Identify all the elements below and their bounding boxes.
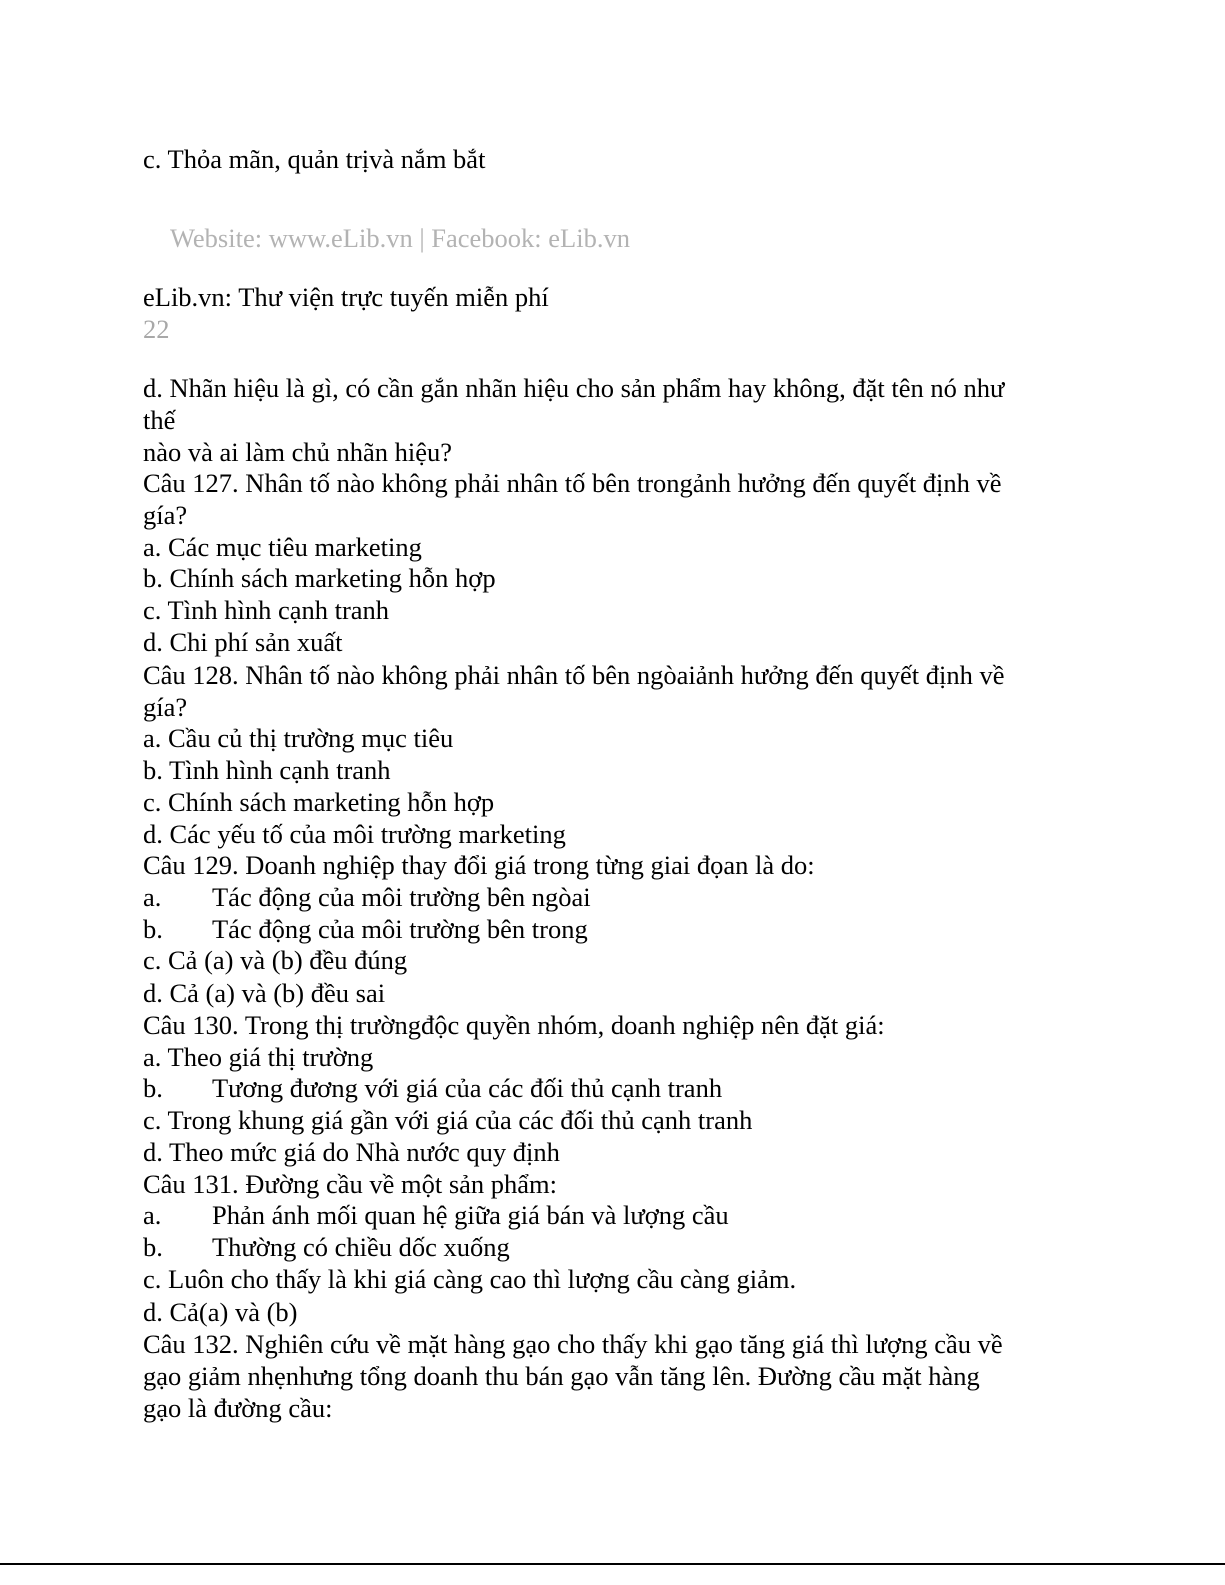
- q129-option-c: c. Cả (a) và (b) đều đúng: [143, 945, 408, 975]
- q129-option-a-text: Tác động của môi trường bên ngòai: [212, 882, 591, 912]
- header-brand: eLib.vn: Thư viện trực tuyến miễn phí: [143, 282, 549, 312]
- q129-option-a: [143, 881, 591, 913]
- answer-c-prev: c. Thỏa mãn, quản trịvà nắm bắt: [143, 144, 486, 174]
- q128-option-c: c. Chính sách marketing hỗn hợp: [143, 787, 495, 817]
- q130-option-d: d. Theo mức giá do Nhà nước quy định: [143, 1137, 560, 1167]
- q131-option-d: d. Cả(a) và (b): [143, 1297, 298, 1327]
- q130-option-a: a. Theo giá thị trường: [143, 1042, 374, 1072]
- document-page: [143, 0, 1073, 1585]
- q130-option-c: c. Trong khung giá gần với giá của các đối thủ cạnh tranh: [143, 1105, 753, 1135]
- question-127-line1: Câu 127. Nhân tố nào không phải nhân tố bên trongảnh hưởng đến quyết định về: [143, 468, 1002, 498]
- question-129: Câu 129. Doanh nghiệp thay đổi giá trong từng giai đọan là do:: [143, 850, 815, 880]
- footer-website: Website: www.eLib.vn | Facebook: eLib.vn: [170, 223, 630, 253]
- q131-option-b-label: b.: [143, 1232, 163, 1262]
- q129-option-b-text: Tác động của môi trường bên trong: [212, 914, 588, 944]
- answer-d-line2: thế: [143, 405, 176, 435]
- answer-d-line3: nào và ai làm chủ nhãn hiệu?: [143, 437, 453, 467]
- q130-option-b-label: b.: [143, 1073, 163, 1103]
- q131-option-a-text: Phản ánh mối quan hệ giữa giá bán và lượng cầu: [212, 1200, 729, 1230]
- question-132-line1: Câu 132. Nghiên cứu về mặt hàng gạo cho thấy khi gạo tăng giá thì lượng cầu về: [143, 1329, 1003, 1359]
- q130-option-b: [143, 1072, 723, 1104]
- q127-option-a: a. Các mục tiêu marketing: [143, 532, 422, 562]
- question-132-line2: gạo giảm nhẹnhưng tổng doanh thu bán gạo vẫn tăng lên. Đường cầu mặt hàng: [143, 1361, 980, 1391]
- q128-option-a: a. Cầu củ thị trường mục tiêu: [143, 723, 454, 753]
- q131-option-a: [143, 1199, 729, 1231]
- question-128-line2: gía?: [143, 692, 188, 722]
- question-128-line1: Câu 128. Nhân tố nào không phải nhân tố bên ngòaiảnh hưởng đến quyết định về: [143, 660, 1005, 690]
- q127-option-c: c. Tình hình cạnh tranh: [143, 595, 390, 625]
- bottom-divider: [0, 1563, 1225, 1565]
- q131-option-b-text: Thường có chiều dốc xuống: [212, 1232, 510, 1262]
- page-number: 22: [143, 314, 170, 344]
- q129-option-b-label: b.: [143, 914, 163, 944]
- answer-d-line1: d. Nhãn hiệu là gì, có cần gắn nhãn hiệu cho sản phẩm hay không, đặt tên nó như: [143, 373, 1005, 403]
- q131-option-b: [143, 1231, 510, 1263]
- q129-option-a-label: a.: [143, 882, 162, 912]
- q129-option-b: [143, 913, 588, 945]
- q131-option-c: c. Luôn cho thấy là khi giá càng cao thì lượng cầu càng giảm.: [143, 1264, 797, 1294]
- q128-option-d: d. Các yếu tố của môi trường marketing: [143, 819, 566, 849]
- q127-option-d: d. Chi phí sản xuất: [143, 627, 343, 657]
- question-131: Câu 131. Đường cầu về một sản phẩm:: [143, 1169, 558, 1199]
- q130-option-b-text: Tương đương với giá của các đối thủ cạnh tranh: [212, 1073, 723, 1103]
- q129-option-d: d. Cả (a) và (b) đều sai: [143, 978, 386, 1008]
- q127-option-b: b. Chính sách marketing hỗn hợp: [143, 563, 496, 593]
- q128-option-b: b. Tình hình cạnh tranh: [143, 755, 391, 785]
- question-132-line3: gạo là đường cầu:: [143, 1393, 333, 1423]
- question-130: Câu 130. Trong thị trườngđộc quyền nhóm, doanh nghiệp nên đặt giá:: [143, 1010, 885, 1040]
- q131-option-a-label: a.: [143, 1200, 162, 1230]
- question-127-line2: gía?: [143, 500, 188, 530]
